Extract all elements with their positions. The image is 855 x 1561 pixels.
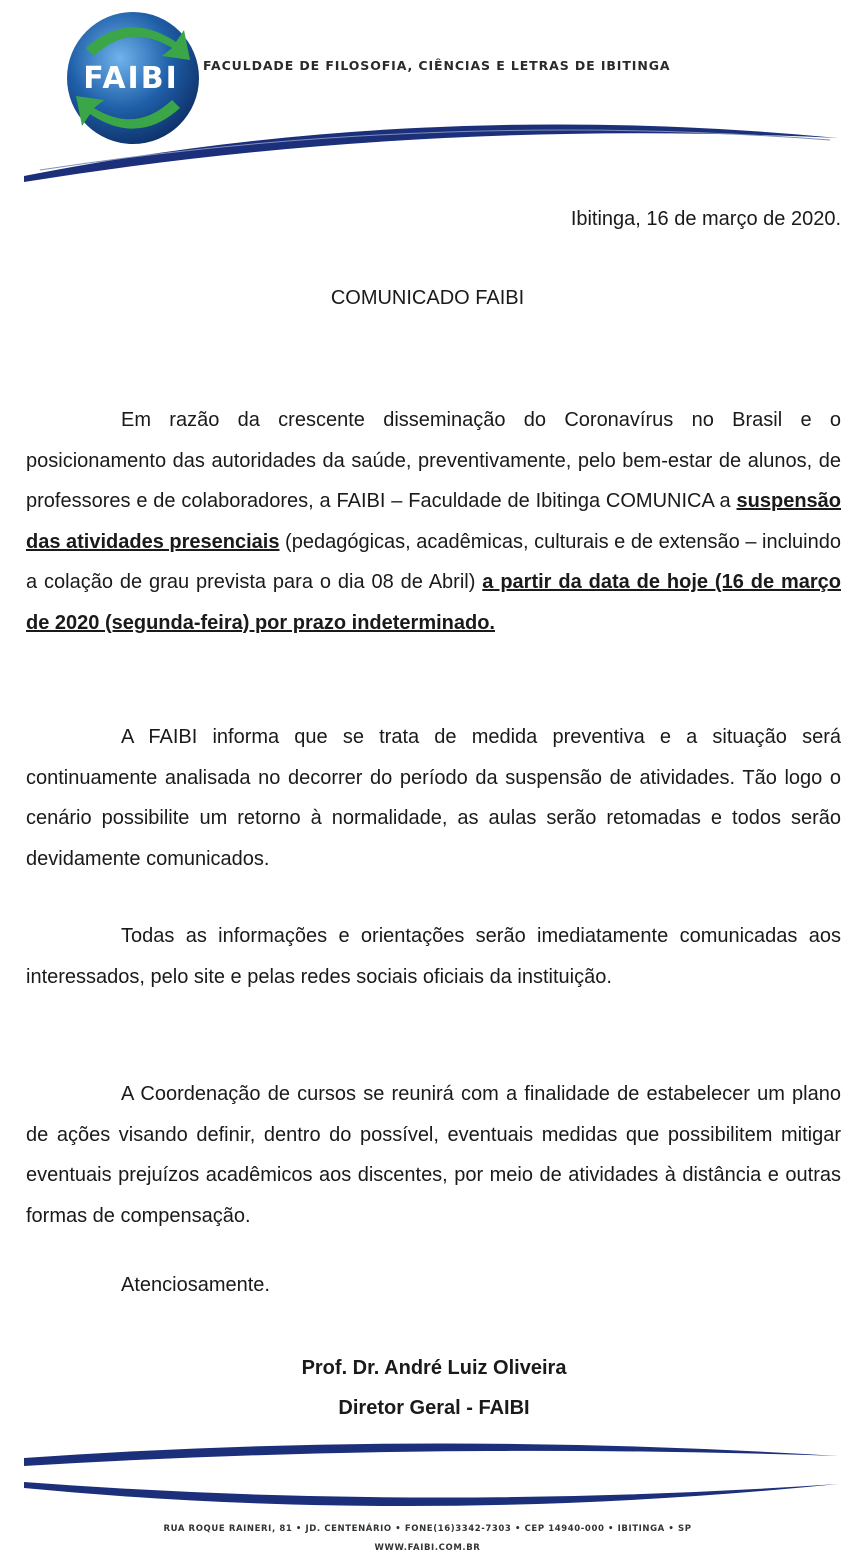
p1-text-c: (pedagógicas, acadêmicas, culturais e de extensão – incluindo a colação de grau prevista para o dia 08 de Abril)	[26, 530, 841, 593]
p1-text-a: Em razão da crescente disseminação do Coronavírus no Brasil e o posicionamento das autoridades da saúde, preventivamente, pelo bem-estar de alunos, de professores e de colaboradores, a FAIBI – Faculdade de Ibitinga COMUNICA a	[26, 409, 841, 512]
footer-address: RUA ROQUE RAINERI, 81 • JD. CENTENÁRIO • FONE(16)3342-7303 • CEP 14940-000 • IBITINGA • SP	[163, 1524, 692, 1534]
footer-website: WWW.FAIBI.COM.BR	[374, 1543, 481, 1553]
paragraph-information: Todas as informações e orientações serão imediatamente comunicadas aos interessados, pelo site e pelas redes sociais oficiais da instituição.	[26, 925, 841, 988]
p1-emphasis-suspension: suspensão das atividades presenciais	[26, 490, 841, 553]
signature-name: Prof. Dr. André Luiz Oliveira	[301, 1357, 567, 1379]
signature-role: Diretor Geral - FAIBI	[338, 1397, 530, 1419]
p1-emphasis-period: a partir da data de hoje (16 de março de 2020 (segunda-feira) por prazo indeterminado.	[26, 571, 842, 634]
institution-name: FACULDADE DE FILOSOFIA, CIÊNCIAS E LETRAS DE IBITINGA	[203, 58, 671, 73]
paragraph-preventive-measure: A FAIBI informa que se trata de medida preventiva e a situação será continuamente analisada no decorrer do período da suspensão de atividades. Tão logo o cenário possibilite um retorno à normalidade, as aulas serão retomadas e todos serão devidamente comunicados.	[26, 726, 841, 870]
logo-text: FAIBI	[83, 61, 179, 96]
paragraph-coordination: A Coordenação de cursos se reunirá com a finalidade de estabelecer um plano de ações visando definir, dentro do possível, eventuais medidas que possibilitem mitigar eventuais prejuízos acadêmicos aos discentes, por meio de atividades à distância e outras formas de compensação.	[26, 1083, 841, 1227]
closing-salutation: Atenciosamente.	[121, 1274, 270, 1296]
footer-swoosh	[0, 1438, 855, 1518]
document-title: COMUNICADO FAIBI	[330, 287, 525, 309]
paragraph-suspension	[26, 400, 841, 643]
letterhead	[0, 0, 855, 190]
letter-date: Ibitinga, 16 de março de 2020.	[570, 208, 841, 230]
header-swoosh	[0, 110, 855, 190]
